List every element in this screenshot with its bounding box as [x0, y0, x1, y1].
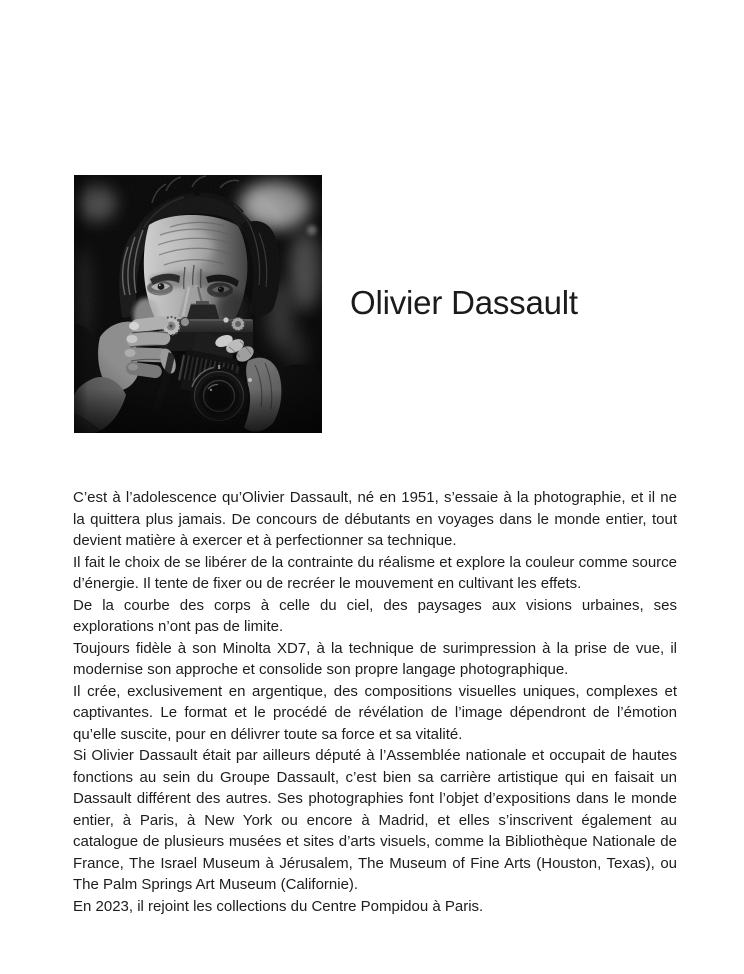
page-title: Olivier Dassault: [350, 284, 578, 321]
biography-paragraph: Il crée, exclusivement en argentique, des compositions visuelles uniques, complexes et captivantes. Le format et le procédé de révélation de l’image dépendront de l’émotion qu’elle suscite, pour en délivrer toute sa force et sa vitalité.: [73, 682, 677, 743]
vignette: [74, 175, 322, 433]
biography-paragraph: C’est à l’adolescence qu’Olivier Dassault, né en 1951, s’essaie à la photographie, et il ne la quittera plus jamais. De concours de débutants en voyages dans le monde entier, tout devient matière à exercer et à perfectionner sa technique.: [73, 489, 677, 549]
portrait-photo: [74, 175, 322, 433]
biography-paragraph: En 2023, il rejoint les collections du Centre Pompidou à Paris.: [73, 897, 484, 915]
biography-paragraph: De la courbe des corps à celle du ciel, des paysages aux visions urbaines, ses explorations n’ont pas de limite.: [73, 596, 677, 635]
biography-paragraph: Il fait le choix de se libérer de la contrainte du réalisme et explore la couleur comme source d’énergie. Il tente de fixer ou de recréer le mouvement en cultivant les effets.: [73, 553, 677, 592]
biography-text: [73, 487, 677, 917]
biography-paragraph: Toujours fidèle à son Minolta XD7, à la technique de surimpression à la prise de vue, il modernise son approche et consolide son propre langage photographique.: [73, 639, 677, 678]
portrait-photo-artwork: [74, 175, 322, 433]
biography-paragraph: Si Olivier Dassault était par ailleurs député à l’Assemblée nationale et occupait de hautes fonctions au sein du Groupe Dassault, c’est bien sa carrière artistique qui en faisait un Dassault différent des autres. Ses photographies font l’objet d’expositions dans le monde entier, à Paris, à New York ou encore à Madrid, et elles s’inscrivent également au catalogue de plusieurs musées et sites d’arts visuels, comme la Bibliothèque Nationale de France, The Israel Museum à Jérusalem, The Museum of Fine Arts (Houston, Texas), ou The Palm Springs Art Museum (Californie).: [73, 747, 677, 893]
